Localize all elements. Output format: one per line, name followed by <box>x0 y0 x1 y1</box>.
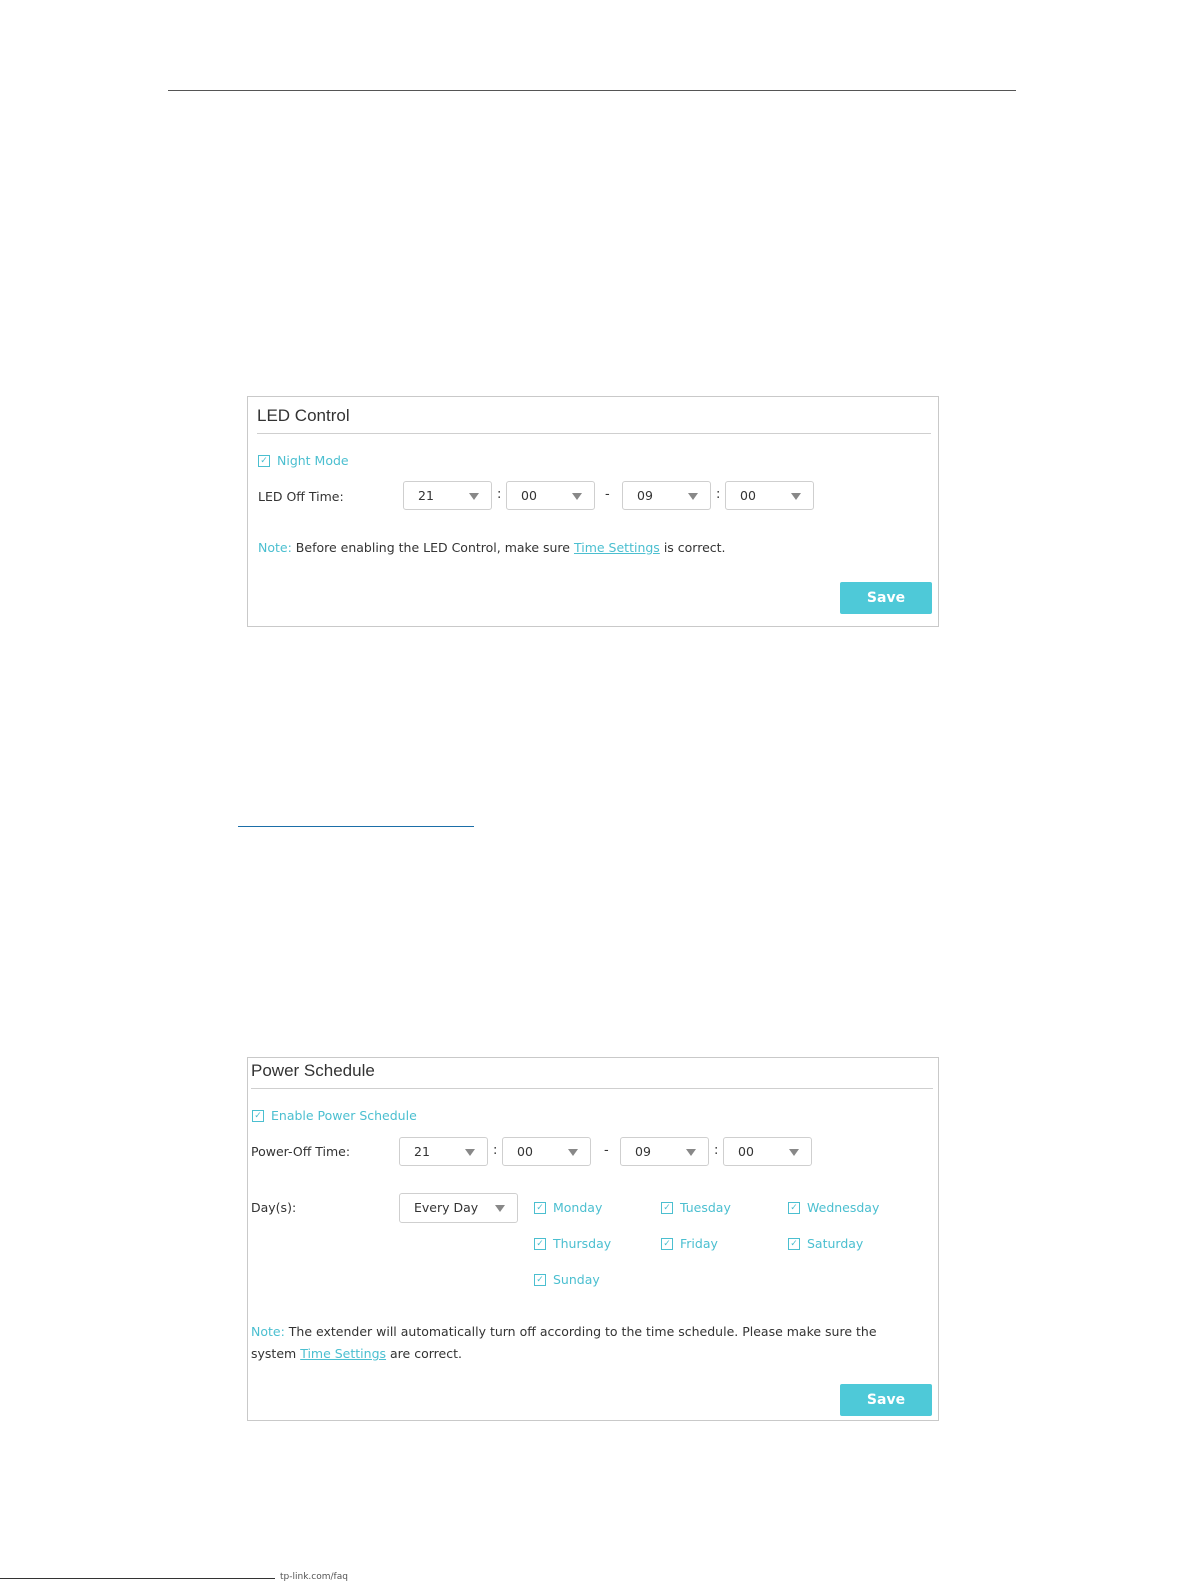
note-tail: is correct. <box>663 540 726 555</box>
day-checkbox-thursday[interactable] <box>534 1236 611 1251</box>
checkbox-checked-icon: ✓ <box>534 1202 546 1214</box>
power-end-minute-select[interactable] <box>723 1137 812 1166</box>
checkbox-checked-icon: ✓ <box>788 1202 800 1214</box>
day-checkbox-saturday[interactable] <box>788 1236 863 1251</box>
time-settings-link[interactable]: Time Settings <box>573 540 660 555</box>
chevron-down-icon <box>572 493 582 500</box>
days-select[interactable] <box>399 1193 518 1223</box>
note-text: The extender will automatically turn off according to the time schedule. Please make sure the system <box>251 1324 877 1361</box>
night-mode-label: Night Mode <box>277 453 349 468</box>
power-schedule-panel <box>247 1057 939 1421</box>
day-label: Thursday <box>553 1236 612 1251</box>
led-start-minute-value: 00 <box>521 488 537 503</box>
day-checkbox-tuesday[interactable] <box>661 1200 731 1215</box>
checkbox-checked-icon: ✓ <box>258 455 270 467</box>
time-range-dash: - <box>604 1143 609 1158</box>
power-start-minute-select[interactable] <box>502 1137 591 1166</box>
led-note <box>258 537 918 559</box>
chevron-down-icon <box>686 1149 696 1156</box>
day-checkbox-wednesday[interactable] <box>788 1200 879 1215</box>
power-off-time-label: Power-Off Time: <box>251 1144 351 1159</box>
power-schedule-title: Power Schedule <box>251 1061 375 1080</box>
footer-rule <box>0 1578 275 1579</box>
note-text: Before enabling the LED Control, make sure <box>295 540 570 555</box>
footer-text: tp-link.com/faq <box>280 1572 348 1582</box>
led-control-title: LED Control <box>257 406 350 425</box>
time-settings-link[interactable]: Time Settings <box>300 1346 387 1361</box>
power-start-minute-value: 00 <box>517 1144 533 1159</box>
time-colon: : <box>493 1143 498 1158</box>
day-checkbox-sunday[interactable] <box>534 1272 600 1287</box>
time-colon: : <box>497 487 502 502</box>
power-schedule-divider <box>251 1088 933 1089</box>
time-range-dash: - <box>605 487 610 502</box>
enable-power-schedule-checkbox[interactable] <box>252 1108 417 1123</box>
led-start-hour-value: 21 <box>418 488 434 503</box>
days-select-value: Every Day <box>414 1200 479 1215</box>
checkbox-checked-icon: ✓ <box>534 1274 546 1286</box>
chevron-down-icon <box>791 493 801 500</box>
days-label: Day(s): <box>251 1200 297 1215</box>
chevron-down-icon <box>688 493 698 500</box>
led-control-panel <box>247 396 939 627</box>
power-save-button[interactable]: Save <box>840 1384 932 1416</box>
led-end-hour-select[interactable] <box>622 481 711 510</box>
chevron-down-icon <box>469 493 479 500</box>
note-tail: are correct. <box>390 1346 462 1361</box>
led-end-minute-select[interactable] <box>725 481 814 510</box>
checkbox-checked-icon: ✓ <box>252 1110 264 1122</box>
led-start-hour-select[interactable] <box>403 481 492 510</box>
chevron-down-icon <box>568 1149 578 1156</box>
power-end-hour-select[interactable] <box>620 1137 709 1166</box>
night-mode-checkbox[interactable] <box>258 453 349 468</box>
day-label: Sunday <box>553 1272 600 1287</box>
power-start-hour-select[interactable] <box>399 1137 488 1166</box>
day-checkbox-monday[interactable] <box>534 1200 602 1215</box>
chevron-down-icon <box>495 1205 505 1212</box>
power-note <box>251 1321 921 1365</box>
chevron-down-icon <box>789 1149 799 1156</box>
led-end-hour-value: 09 <box>637 488 653 503</box>
day-checkbox-friday[interactable] <box>661 1236 718 1251</box>
day-label: Saturday <box>807 1236 864 1251</box>
led-start-minute-select[interactable] <box>506 481 595 510</box>
power-end-minute-value: 00 <box>738 1144 754 1159</box>
note-label: Note: <box>258 540 292 555</box>
checkbox-checked-icon: ✓ <box>788 1238 800 1250</box>
header-rule <box>168 90 1016 91</box>
section-rule <box>238 826 474 827</box>
chevron-down-icon <box>465 1149 475 1156</box>
checkbox-checked-icon: ✓ <box>661 1202 673 1214</box>
led-end-minute-value: 00 <box>740 488 756 503</box>
time-colon: : <box>716 487 721 502</box>
day-label: Monday <box>553 1200 603 1215</box>
note-label: Note: <box>251 1324 285 1339</box>
time-colon: : <box>714 1143 719 1158</box>
led-control-divider <box>257 433 931 434</box>
enable-power-schedule-label: Enable Power Schedule <box>271 1108 417 1123</box>
day-label: Tuesday <box>680 1200 731 1215</box>
day-label: Wednesday <box>807 1200 880 1215</box>
led-save-button[interactable]: Save <box>840 582 932 614</box>
checkbox-checked-icon: ✓ <box>661 1238 673 1250</box>
power-start-hour-value: 21 <box>414 1144 430 1159</box>
day-label: Friday <box>680 1236 718 1251</box>
power-end-hour-value: 09 <box>635 1144 651 1159</box>
led-off-time-label: LED Off Time: <box>258 489 344 504</box>
checkbox-checked-icon: ✓ <box>534 1238 546 1250</box>
